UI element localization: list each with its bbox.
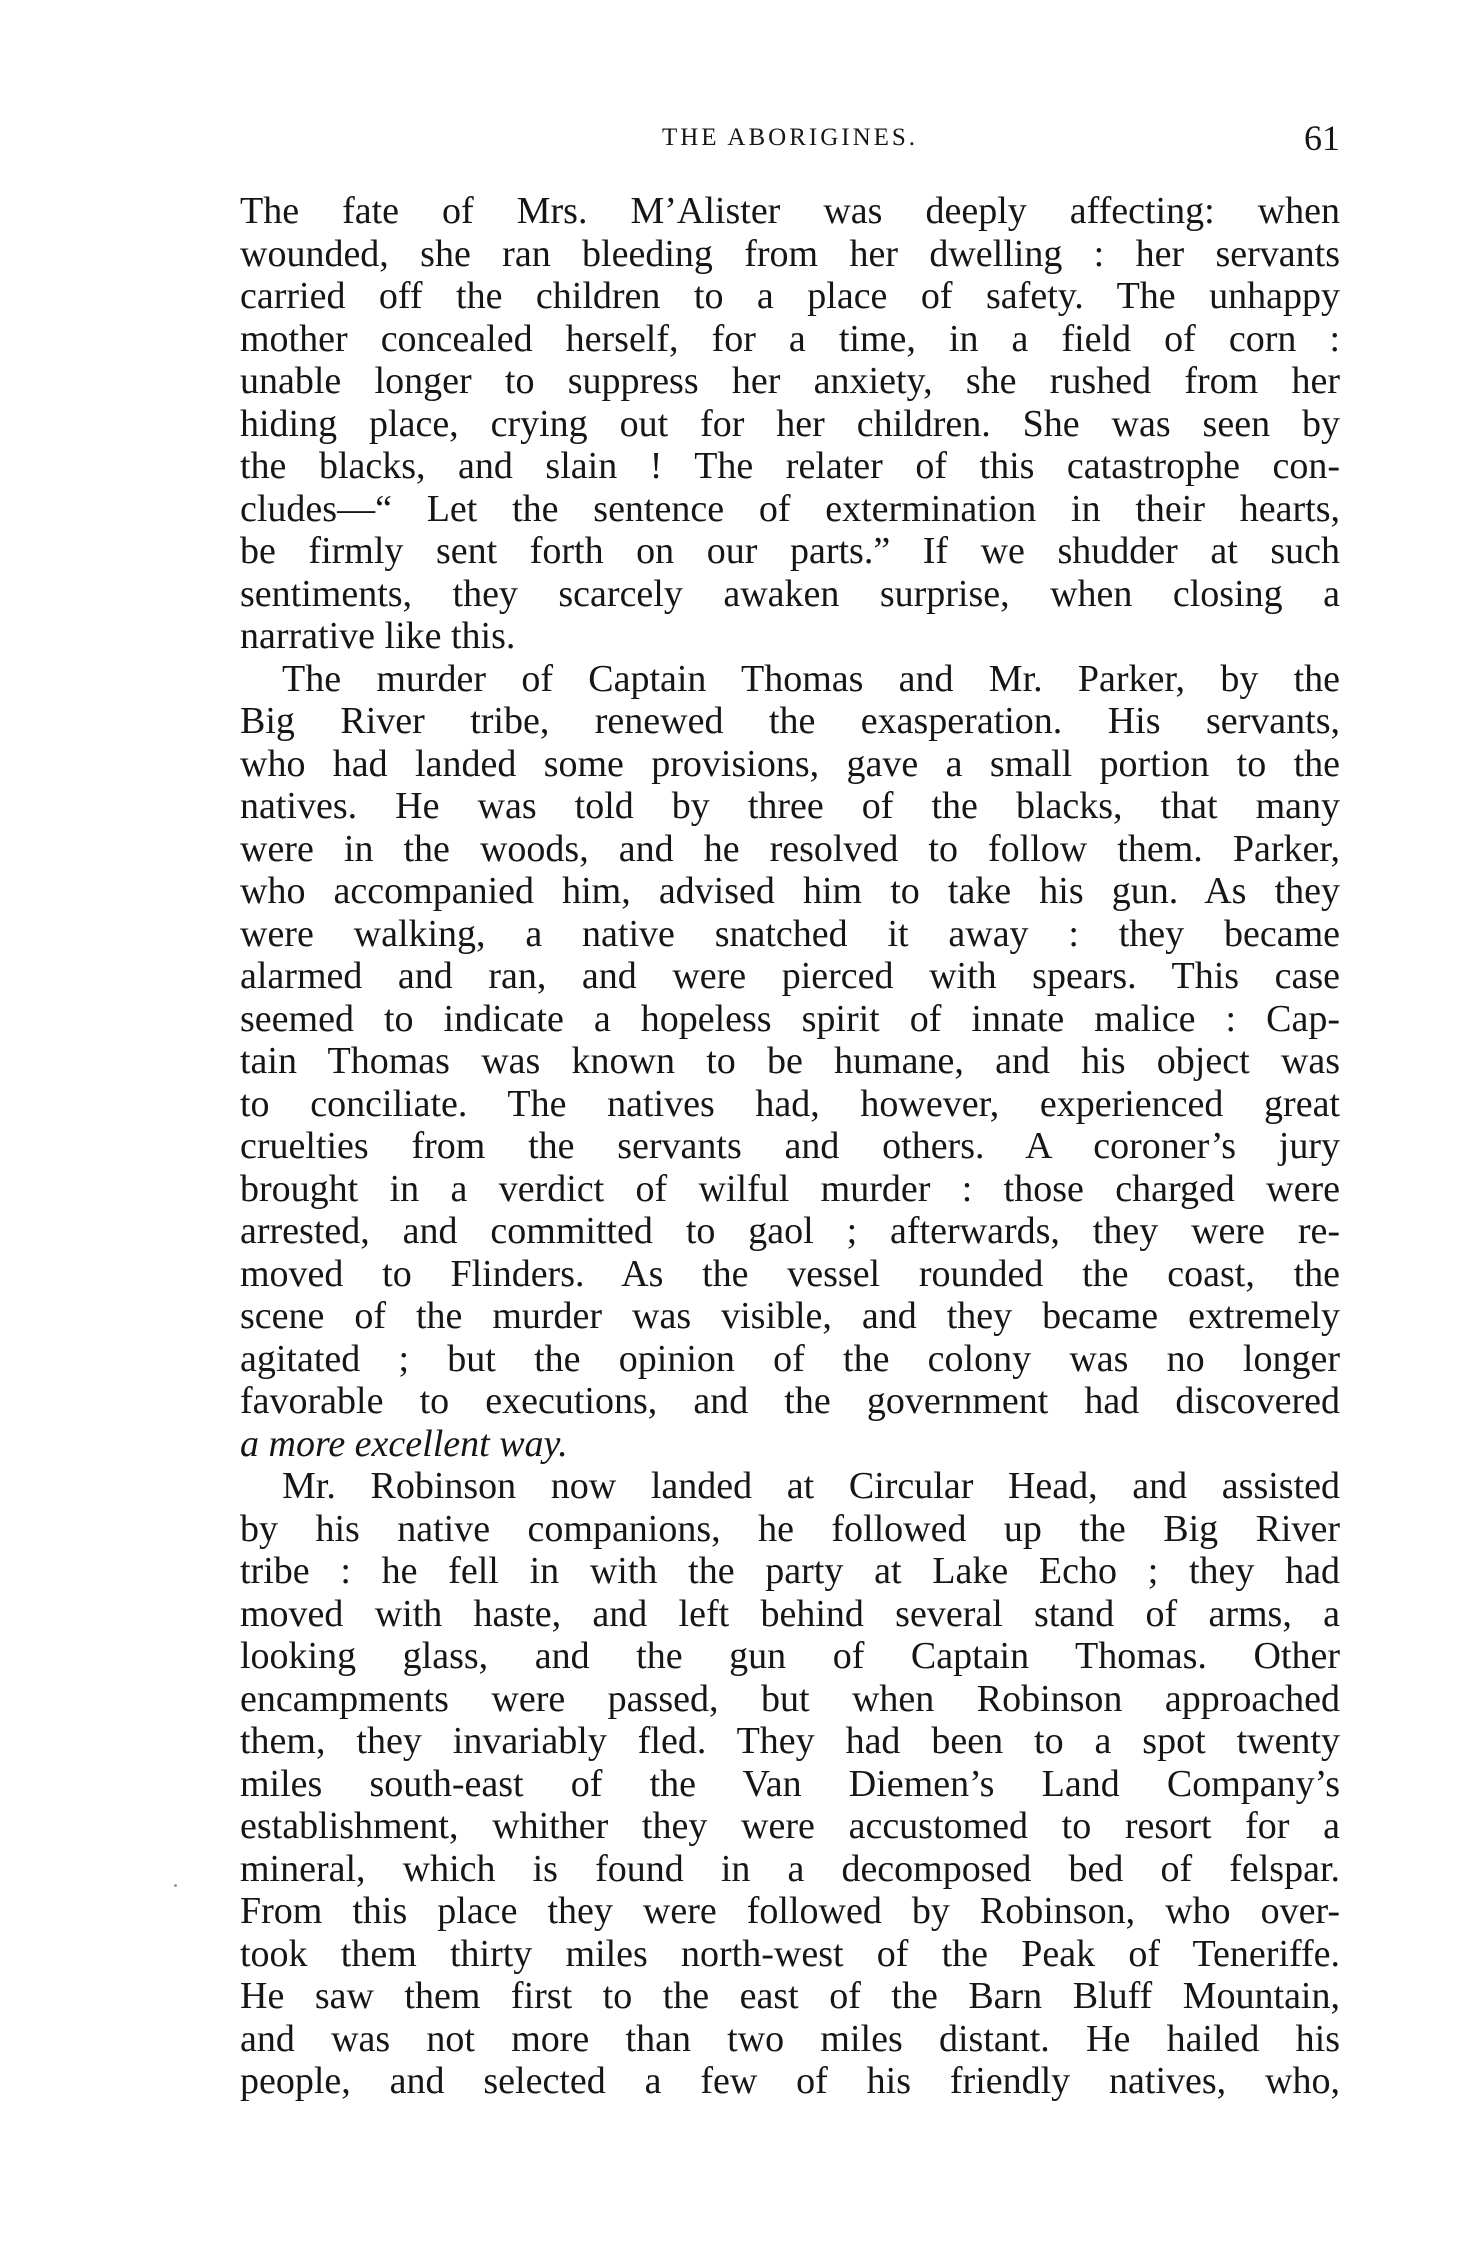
- text-line: cruelties from the servants and others. A coroner’s jury: [240, 1125, 1340, 1167]
- text-line: carried off the children to a place of safety. The unhappy: [240, 275, 1340, 317]
- text-line: looking glass, and the gun of Captain Thomas. Other: [240, 1635, 1340, 1677]
- text-line: the blacks, and slain ! The relater of this catastrophe con-: [240, 445, 1340, 487]
- text-line: who had landed some provisions, gave a small portion to the: [240, 742, 1340, 785]
- text-line: by his native companions, he followed up the Big River: [240, 1507, 1340, 1550]
- text-line: hiding place, crying out for her children. She was seen by: [240, 402, 1340, 445]
- text-line: tribe : he fell in with the party at Lake Echo ; they had: [240, 1550, 1340, 1592]
- text-line: miles south-east of the Van Diemen’s Land Company’s: [240, 1762, 1340, 1805]
- text-line: establishment, whither they were accustomed to resort for a: [240, 1805, 1340, 1847]
- running-title: THE ABORIGINES.: [661, 124, 919, 151]
- text-line: From this place they were followed by Robinson, who over-: [240, 1890, 1340, 1932]
- margin-speck: [174, 1884, 177, 1887]
- text-line: a more excellent way.: [240, 1422, 568, 1465]
- text-line: cludes—“ Let the sentence of extermination in their hearts,: [240, 487, 1340, 530]
- running-header: [240, 118, 1340, 158]
- text-line: took them thirty miles north-west of the Peak of Teneriffe.: [240, 1932, 1340, 1975]
- paragraph-3: [240, 1465, 1340, 2103]
- text-line: tain Thomas was known to be humane, and his object was: [240, 1040, 1340, 1082]
- text-line: to conciliate. The natives had, however, experienced great: [240, 1082, 1340, 1125]
- text-line: brought in a verdict of wilful murder : those charged were: [240, 1167, 1340, 1210]
- text-line: mother concealed herself, for a time, in a field of corn :: [240, 317, 1340, 360]
- text-line: Mr. Robinson now landed at Circular Head, and assisted: [282, 1465, 1340, 1507]
- text-line: arrested, and committed to gaol ; afterwards, they were re-: [240, 1210, 1340, 1252]
- text-line: He saw them first to the east of the Barn Bluff Mountain,: [240, 1975, 1340, 2017]
- text-line: wounded, she ran bleeding from her dwelling : her servants: [240, 232, 1340, 275]
- text-line: mineral, which is found in a decomposed bed of felspar.: [240, 1847, 1340, 1890]
- text-line: narrative like this.: [240, 615, 516, 657]
- text-line: them, they invariably fled. They had been to a spot twenty: [240, 1720, 1340, 1762]
- text-line: were in the woods, and he resolved to follow them. Parker,: [240, 827, 1340, 870]
- text-line: and was not more than two miles distant. He hailed his: [240, 2017, 1340, 2060]
- text-line: people, and selected a few of his friendly natives, who,: [240, 2060, 1340, 2102]
- text-line: who accompanied him, advised him to take his gun. As they: [240, 870, 1340, 912]
- text-line: The murder of Captain Thomas and Mr. Parker, by the: [282, 657, 1340, 700]
- text-line: The fate of Mrs. M’Alister was deeply affecting: when: [240, 190, 1340, 232]
- text-line: moved with haste, and left behind several stand of arms, a: [240, 1592, 1340, 1635]
- text-line: unable longer to suppress her anxiety, she rushed from her: [240, 360, 1340, 402]
- page-number: 61: [1304, 118, 1340, 158]
- text-line: seemed to indicate a hopeless spirit of innate malice : Cap-: [240, 997, 1340, 1040]
- paragraph-1: [240, 190, 1340, 658]
- text-line: scene of the murder was visible, and they became extremely: [240, 1295, 1340, 1337]
- text-line: moved to Flinders. As the vessel rounded the coast, the: [240, 1252, 1340, 1295]
- text-line: agitated ; but the opinion of the colony was no longer: [240, 1337, 1340, 1380]
- text-line: were walking, a native snatched it away : they became: [240, 912, 1340, 955]
- paragraph-2: [240, 658, 1340, 1466]
- text-line: encampments were passed, but when Robinson approached: [240, 1677, 1340, 1720]
- body-text: [240, 190, 1340, 2103]
- text-line: alarmed and ran, and were pierced with spears. This case: [240, 955, 1340, 997]
- text-line: natives. He was told by three of the blacks, that many: [240, 785, 1340, 827]
- text-line: favorable to executions, and the government had discovered: [240, 1380, 1340, 1422]
- text-line: be firmly sent forth on our parts.” If we shudder at such: [240, 530, 1340, 572]
- text-line: Big River tribe, renewed the exasperation. His servants,: [240, 700, 1340, 742]
- text-line: sentiments, they scarcely awaken surprise, when closing a: [240, 572, 1340, 615]
